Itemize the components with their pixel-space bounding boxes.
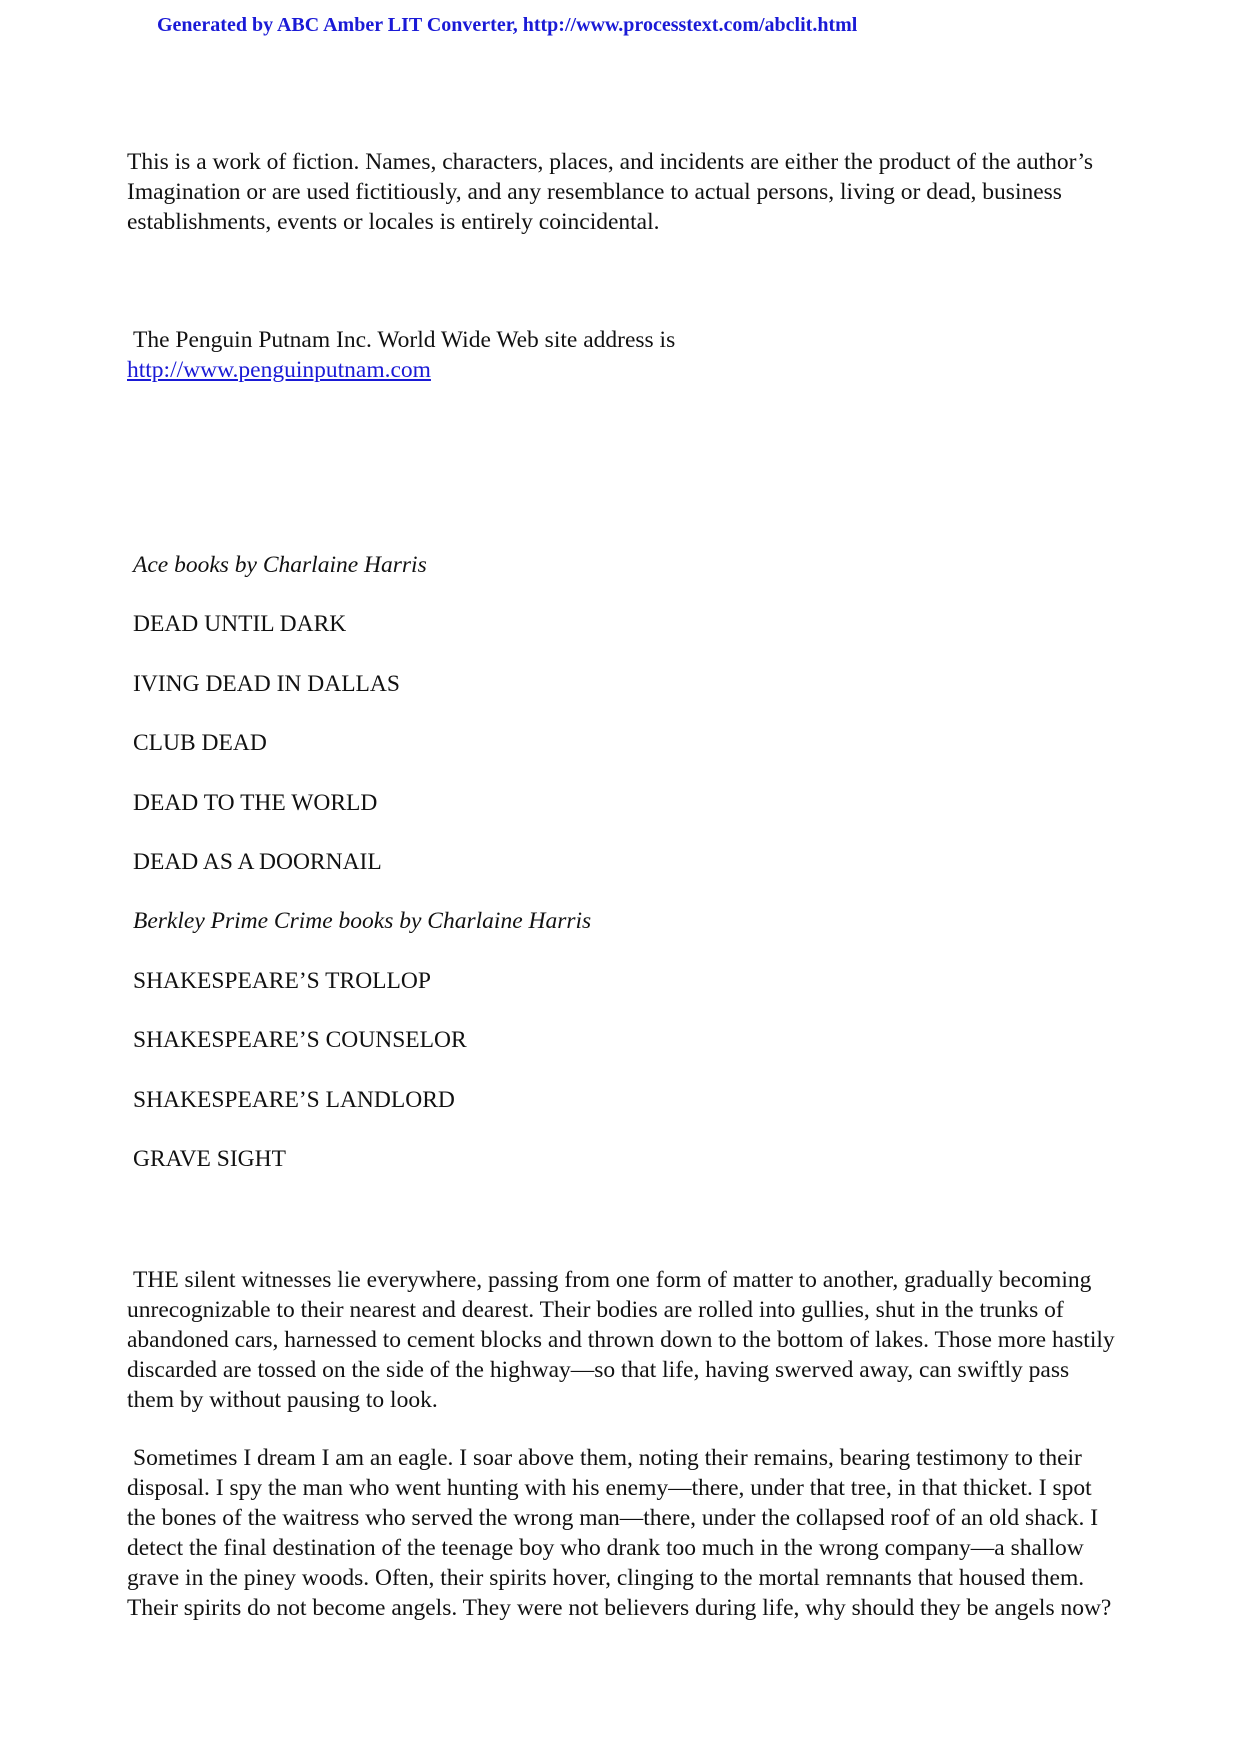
penguin-url-link[interactable]: http://www.penguinputnam.com xyxy=(127,357,431,383)
book-title: DEAD UNTIL DARK xyxy=(133,611,347,637)
book-title: SHAKESPEARE’S TROLLOP xyxy=(133,968,431,994)
book-title: SHAKESPEARE’S COUNSELOR xyxy=(133,1027,467,1053)
body-paragraph: THE silent witnesses lie everywhere, passing from one form of matter to another, gradually becoming unrecognizable to their nearest and dearest. Their bodies are rolled into gullies, shut in the trunks of abandoned cars, harnessed to cement blocks and thrown down to the bottom of lakes. Those more hastily discarded are tossed on the side of the highway—so that life, having swerved away, can swiftly pass them by without pausing to look. xyxy=(127,1267,1115,1413)
book-title: IVING DEAD IN DALLAS xyxy=(133,671,400,697)
book-title: DEAD TO THE WORLD xyxy=(133,790,378,816)
book-list-heading: Berkley Prime Crime books by Charlaine Harris xyxy=(133,908,592,934)
book-title: CLUB DEAD xyxy=(133,730,267,756)
converter-header: Generated by ABC Amber LIT Converter, http://www.processtext.com/abclit.html xyxy=(157,14,858,36)
book-title: SHAKESPEARE’S LANDLORD xyxy=(133,1087,455,1113)
disclaimer-paragraph: This is a work of fiction. Names, characters, places, and incidents are either the product of the author’s Imagination or are used fictitiously, and any resemblance to actual persons, living or dead, business establishments, events or locales is entirely coincidental. xyxy=(127,149,1093,235)
website-line: The Penguin Putnam Inc. World Wide Web site address is xyxy=(133,327,676,353)
body-paragraph: Sometimes I dream I am an eagle. I soar above them, noting their remains, bearing testimony to their disposal. I spy the man who went hunting with his enemy—there, under that tree, in that thicket. I spot the bones of the waitress who served the wrong man—there, under the collapsed roof of an old shack. I detect the final destination of the teenage boy who drank too much in the wrong company—a shallow grave in the piney woods. Often, their spirits hover, clinging to the mortal remnants that housed them. Their spirits do not become angels. They were not believers during life, why should they be angels now? xyxy=(127,1445,1112,1621)
website-block xyxy=(127,325,1117,385)
book-title: DEAD AS A DOORNAIL xyxy=(133,849,382,875)
book-title: GRAVE SIGHT xyxy=(133,1146,286,1172)
book-list-heading: Ace books by Charlaine Harris xyxy=(133,552,427,578)
